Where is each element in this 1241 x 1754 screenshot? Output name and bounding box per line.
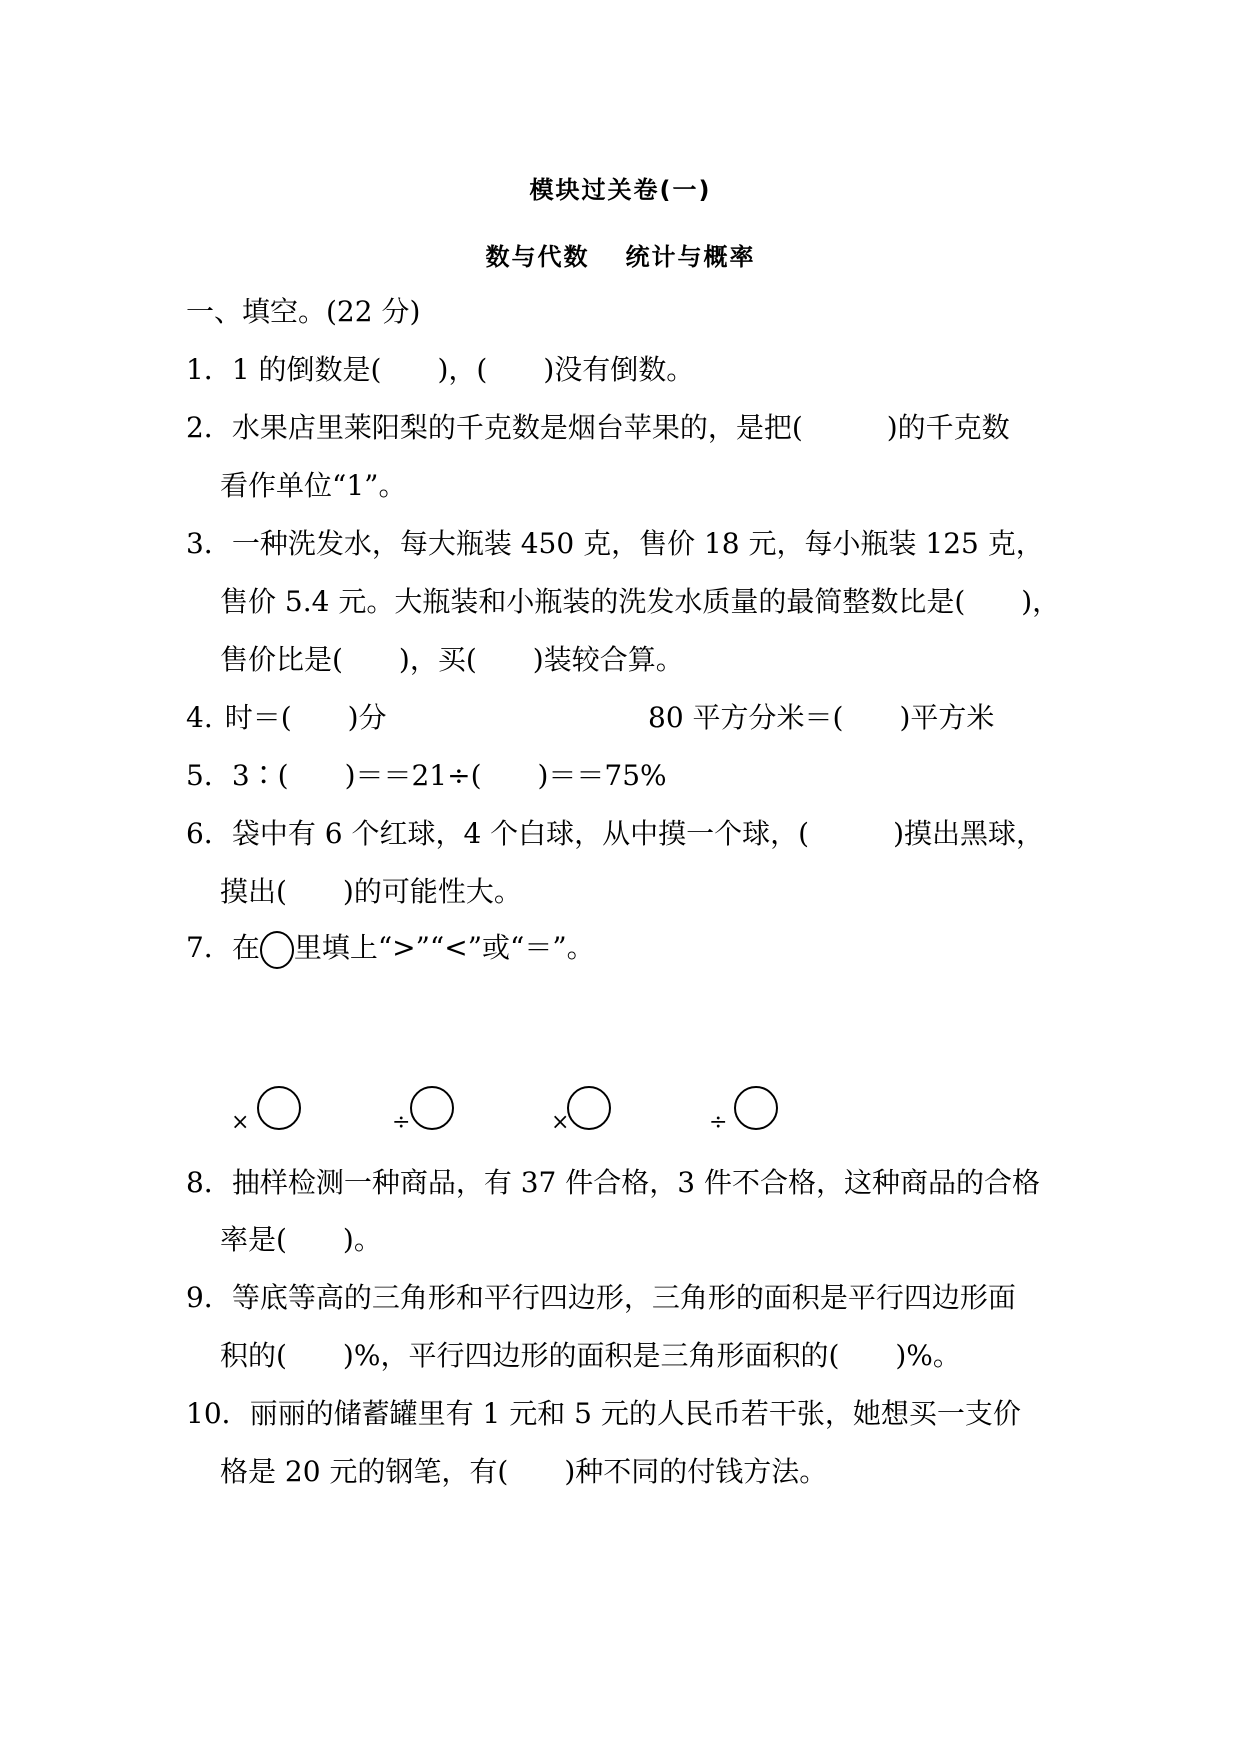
section-heading: 一、填空。(22 分) — [186, 295, 421, 328]
question-number: 10． — [186, 1397, 250, 1430]
question-text: 3∶( )＝＝21÷( )＝＝75% — [231, 759, 667, 792]
question-text: 1 的倒数是( )，( )没有倒数。 — [231, 353, 695, 386]
question-text: 一种洗发水，每大瓶装 450 克，售价 18 元，每小瓶装 125 克， — [231, 527, 1044, 560]
question-10 — [186, 1396, 1021, 1432]
question-text: 抽样检测一种商品，有 37 件合格，3 件不合格，这种商品的合格 — [231, 1166, 1040, 1199]
page-title: 模块过关卷(一) — [529, 176, 712, 204]
question-text: 等底等高的三角形和平行四边形，三角形的面积是平行四边形面 — [231, 1281, 1016, 1314]
question-number: 2． — [186, 411, 232, 444]
operator-divide: ÷ — [709, 1110, 728, 1135]
question-10-continuation: 格是 20 元的钢笔，有( )种不同的付钱方法。 — [220, 1455, 828, 1488]
question-number: 7． — [186, 931, 232, 964]
question-text: 袋中有 6 个红球，4 个白球，从中摸一个球，( )摸出黑球， — [231, 817, 1045, 850]
question-number: 6． — [186, 817, 232, 850]
page-subtitle — [0, 237, 1241, 272]
answer-circle-3[interactable] — [567, 1086, 611, 1130]
question-number: 8． — [186, 1166, 232, 1199]
question-8 — [186, 1165, 1040, 1201]
question-text-pre: 在 — [231, 931, 260, 964]
answer-circle-2[interactable] — [410, 1086, 454, 1130]
subtitle-part-b: 统计与概率 — [625, 243, 756, 271]
question-8-continuation: 率是( )。 — [220, 1223, 382, 1256]
question-5 — [186, 758, 667, 794]
question-number: 5． — [186, 759, 232, 792]
question-6 — [186, 816, 1044, 852]
question-number: 9． — [186, 1281, 232, 1314]
question-1 — [186, 352, 694, 388]
question-2 — [186, 410, 1010, 446]
question-text-post: 里填上“>”“<”或“＝”。 — [293, 931, 595, 964]
question-7 — [186, 930, 595, 969]
answer-circle-4[interactable] — [734, 1086, 778, 1130]
question-4 — [186, 700, 387, 736]
operator-divide: ÷ — [392, 1110, 411, 1135]
question-text-part-1: 时＝( )分 — [224, 701, 387, 734]
compare-circle-icon — [260, 931, 294, 969]
operator-multiply: × — [231, 1110, 250, 1135]
question-3 — [186, 526, 1044, 562]
question-2-continuation: 看作单位“1”。 — [220, 469, 407, 502]
question-9 — [186, 1280, 1016, 1316]
operator-multiply: × — [551, 1110, 570, 1135]
question-number: 3． — [186, 527, 232, 560]
question-number: 4. — [186, 701, 213, 734]
question-number: 1． — [186, 353, 232, 386]
question-text: 水果店里莱阳梨的千克数是烟台苹果的，是把( )的千克数 — [231, 411, 1010, 444]
question-4-part-2: 80 平方分米＝( )平方米 — [648, 701, 995, 734]
question-3-continuation-1: 售价 5.4 元。大瓶装和小瓶装的洗发水质量的最简整数比是( )， — [220, 585, 1061, 618]
answer-circle-1[interactable] — [257, 1086, 301, 1130]
question-6-continuation: 摸出( )的可能性大。 — [220, 875, 522, 908]
question-text: 丽丽的储蓄罐里有 1 元和 5 元的人民币若干张，她想买一支价 — [249, 1397, 1021, 1430]
question-9-continuation: 积的( )%，平行四边形的面积是三角形面积的( )%。 — [220, 1339, 961, 1372]
question-3-continuation-2: 售价比是( )，买( )装较合算。 — [220, 643, 684, 676]
subtitle-part-a: 数与代数 — [485, 243, 590, 271]
